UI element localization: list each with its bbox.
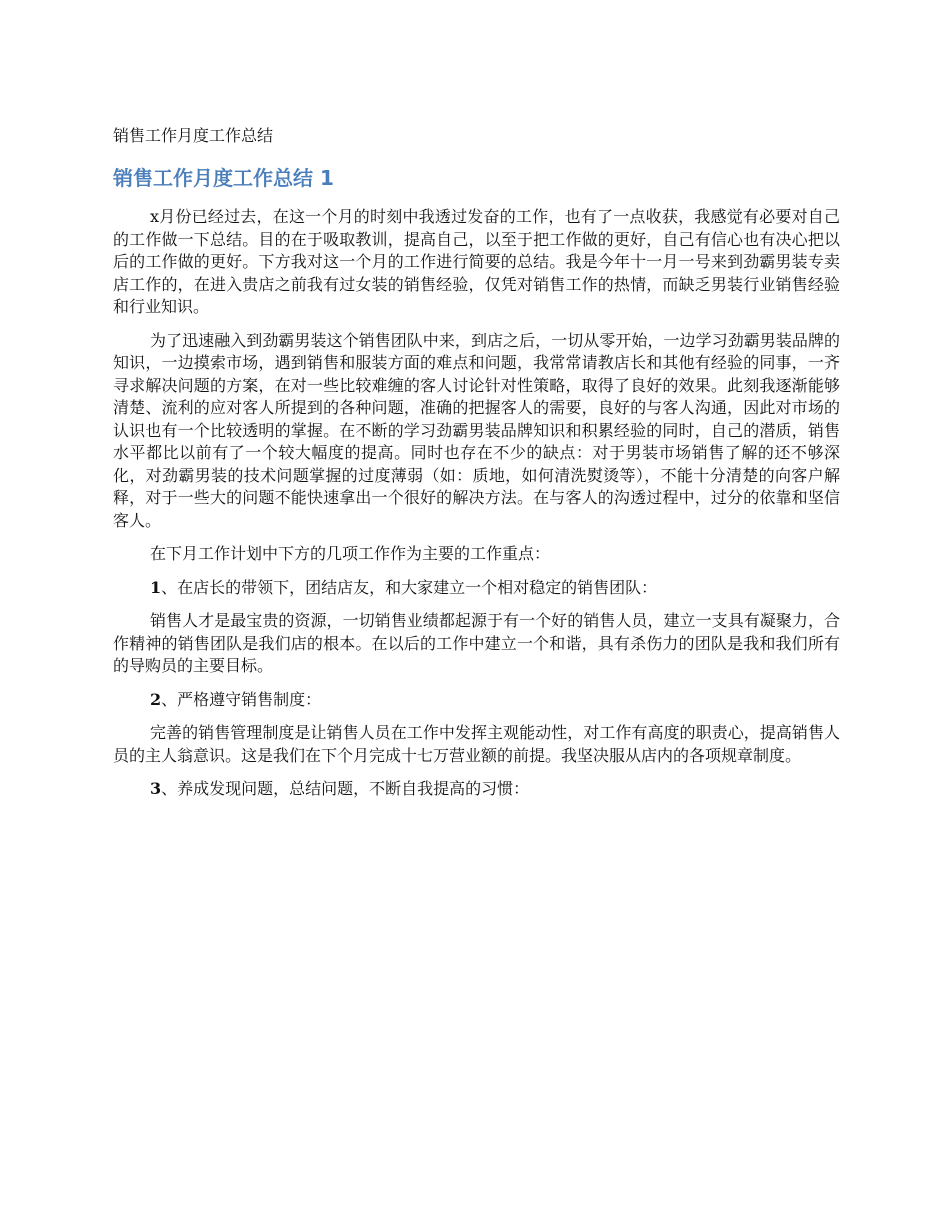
experience-paragraph: 为了迅速融入到劲霸男装这个销售团队中来，到店之后，一切从零开始，一边学习劲霸男装品牌的知识，一边摸索市场，遇到销售和服装方面的难点和问题，我常常请教店长和其他有经验的同事，一齐寻求解决问题的方案，在对一些比较难缠的客人讨论针对性策略，取得了良好的效果。此刻我逐渐能够清楚、流利的应对客人所提到的各种问题，准确的把握客人的需要，良好的与客人沟通，因此对市场的认识也有一个比较透明的掌握。在不断的学习劲霸男装品牌知识和积累经验的同时，自己的潜质，销售水平都比以前有了一个较大幅度的提高。同时也存在不少的缺点：对于男装市场销售了解的还不够深化，对劲霸男装的技术问题掌握的过度薄弱（如：质地，如何清洗熨烫等），不能十分清楚的向客户解释，对于一些大的问题不能快速拿出一个很好的解决方法。在与客人的沟透过程中，过分的依靠和坚信客人。 <box>113 330 840 530</box>
plan-item-1-body: 销售人才是最宝贵的资源，一切销售业绩都起源于有一个好的销售人员，建立一支具有凝聚力，合作精神的销售团队是我们店的根本。在以后的工作中建立一个和谐，具有杀伤力的团队是我和我们所有的导购员的主要目标。 <box>113 611 840 675</box>
section-heading: 销售工作月度工作总结 1 <box>113 166 334 190</box>
plan-item-3-heading <box>113 778 840 801</box>
plan-item-1-heading <box>113 577 840 600</box>
document-title: 销售工作月度工作总结 <box>113 126 274 145</box>
plan-item-3-title: 、养成发现问题，总结问题，不断自我提高的习惯： <box>161 779 530 798</box>
plan-item-2-body: 完善的销售管理制度是让销售人员在工作中发挥主观能动性，对工作有高度的职责心，提高销售人员的主人翁意识。这是我们在下个月完成十七万营业额的前提。我坚决服从店内的各项规章制度。 <box>113 723 840 765</box>
plan-intro-paragraph: 在下月工作计划中下方的几项工作作为主要的工作重点： <box>150 544 551 563</box>
plan-item-2-number: 2 <box>150 689 162 709</box>
plan-item-2-heading <box>113 689 840 712</box>
document-page <box>113 124 840 812</box>
plan-item-1-title: 、在店长的带领下，团结店友，和大家建立一个相对稳定的销售团队： <box>161 577 658 597</box>
plan-item-1-number: 1 <box>150 577 162 597</box>
plan-item-3-number: 3 <box>150 779 162 798</box>
plan-item-2-title: 、严格遵守销售制度： <box>161 689 322 709</box>
intro-paragraph: x月份已经过去，在这一个月的时刻中我透过发奋的工作，也有了一点收获，我感觉有必要对自己的工作做一下总结。目的在于吸取教训，提高自己，以至于把工作做的更好，自己有信心也有决心把以后的工作做的更好。下方我对这一个月的工作进行简要的总结。我是今年十一月一号来到劲霸男装专卖店工作的，在进入贵店之前我有过女装的销售经验，仅凭对销售工作的热情，而缺乏男装行业销售经验和行业知识。 <box>113 207 840 316</box>
